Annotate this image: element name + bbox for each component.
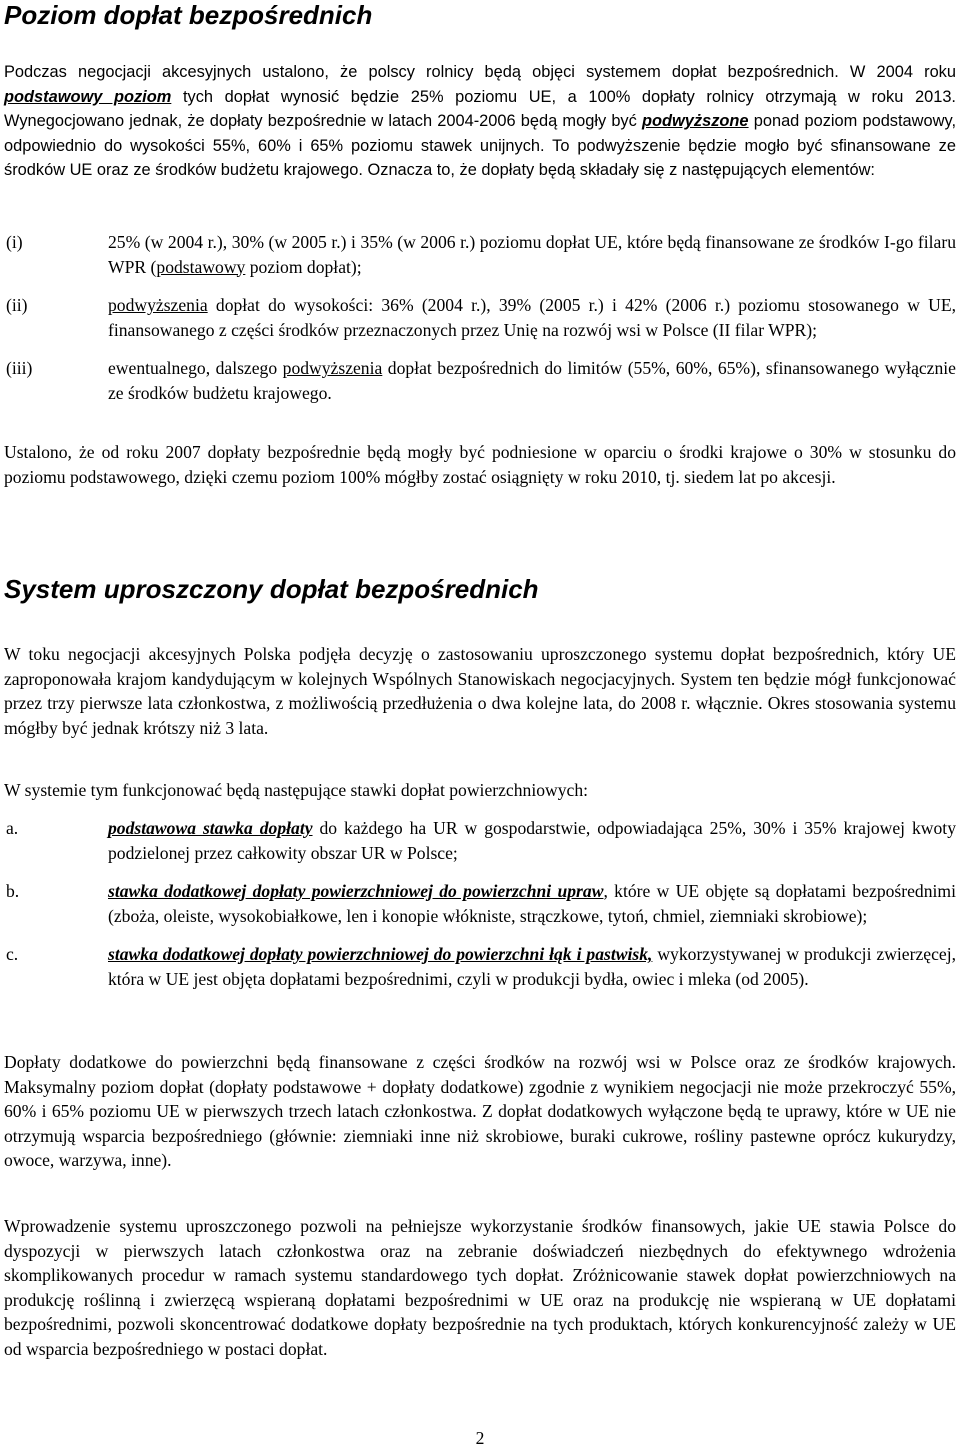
list-marker: (ii) xyxy=(6,295,28,316)
list-item xyxy=(4,293,956,342)
list-marker: b. xyxy=(6,881,20,902)
text-run: tych dopłat wynosić będzie 25% poziomu UE, a 100% dopłaty rolnicy otrzymają w roku 2013. Wynegocjowano jednak, że dopłaty bezpośrednie w latach 2004-2006 będą mogły być xyxy=(4,87,956,131)
text-run: wykorzystywanej w produkcji zwierzęcej, która w UE jest objęta dopłatami bezpośrednimi, czyli w produkcji bydła, owiec i mleka (od 2005). xyxy=(108,944,956,989)
text-run: do każdego ha UR w gospodarstwie, odpowiadająca 25%, 30% i 35% krajowej kwoty podzielonej przez całkowity obszar UR w Polsce; xyxy=(108,818,956,863)
section-title-direct-payments-level: Poziom dopłat bezpośrednich xyxy=(4,0,373,30)
emphasis-grassland-rate: stawka dodatkowej dopłaty powierzchniowej do powierzchni łąk i pastwisk, xyxy=(108,944,653,965)
list-marker: (iii) xyxy=(6,358,33,379)
list-marker: a. xyxy=(6,818,19,838)
text-run: ewentualnego, dalszego xyxy=(108,358,283,379)
paragraph-negotiations xyxy=(4,60,956,183)
list-item xyxy=(4,230,956,279)
underlined-term: podwyższenia xyxy=(282,358,383,379)
text-run: dopłat do wysokości: 36% (2004 r.), 39% (2005 r.) i 42% (2006 r.) poziomu stosowanego w UE, finansowanego z części środków przeznaczonych przez Unię na rozwój wsi w Polsce (II filar WPR); xyxy=(108,295,956,340)
emphasis-basic-rate: podstawowa stawka dopłaty xyxy=(108,818,313,838)
text-run: 25% (w 2004 r.), 30% (w 2005 r.) i 35% (w 2006 r.) poziomu dopłat UE, które będą finansowane ze środków I-go filaru WPR ( xyxy=(108,232,956,277)
underlined-term: podstawowy xyxy=(156,256,246,277)
rates-list xyxy=(4,816,956,992)
paragraph-2007-increase: Ustalono, że od roku 2007 dopłaty bezpośrednie będą mogły być podniesione w oparciu o środki krajowe o 30% w stosunku do poziomu podstawowego, dzięki czemu poziom 100% mógłby zostać osiągnięty w roku 2010, tj. siedem lat po akcesji. xyxy=(4,442,956,487)
list-item xyxy=(4,879,956,928)
text-run: Podczas negocjacji akcesyjnych ustalono, że polscy rolnicy będą objęci systemem dopłat bezpośrednich. W 2004 roku xyxy=(4,63,956,81)
text-run: poziom dopłat); xyxy=(245,256,362,277)
list-marker: (i) xyxy=(6,232,23,252)
list-item-text xyxy=(108,816,956,865)
text-run: dopłat bezpośrednich do limitów (55%, 60%, 65%), sfinansowanego wyłącznie ze środków budżetu krajowego. xyxy=(108,358,956,403)
emphasis-increased: podwyższone xyxy=(642,112,749,131)
list-item-text xyxy=(108,879,956,928)
elements-list xyxy=(4,230,956,406)
text-run: , które w UE objęte są dopłatami bezpośrednimi (zboża, oleiste, wysokobiałkowe, len i konopie włókniste, strączkowe, tytoń, chmiel, ziemniaki skrobiowe); xyxy=(108,881,956,926)
list-item-text xyxy=(108,942,956,991)
emphasis-basic-level: podstawowy poziom xyxy=(4,87,172,106)
list-item-text xyxy=(108,293,956,342)
paragraph-rates-intro: W systemie tym funkcjonować będą następujące stawki dopłat powierzchniowych: xyxy=(4,780,589,800)
text-run: ponad poziom podstawowy, odpowiednio do wysokości 55%, 60% i 65% poziomu stawek unijnych. To podwyższenie będzie mogło być sfinansowane ze środków UE oraz ze środków budżetu krajowego. Oznacza to, że dopłaty będą składały się z następujących elementów: xyxy=(4,112,956,180)
paragraph-introduction-benefits: Wprowadzenie systemu uproszczonego pozwoli na pełniejsze wykorzystanie środków finansowych, jakie UE stawia Polsce do dyspozycji w pierwszych latach członkostwa oraz na zebranie doświadczeń niezbędnych do efektywnego wdrożenia skomplikowanych procedur w ramach systemu standardowego tych dopłat. Zróżnicowanie stawek dopłat powierzchniowych na produkcję roślinną i zwierzęcą wspieraną dopłatami bezpośrednimi w UE oraz na produkcję nie wspieraną w UE dopłatami bezpośrednimi, pozwoli skoncentrować dodatkowe dopłaty bezpośrednie na tych produktach, których konkurencyjność zależy w UE od wsparcia bezpośredniego w postaci dopłat. xyxy=(4,1216,956,1359)
list-item-text xyxy=(108,230,956,279)
paragraph-additional-payments: Dopłaty dodatkowe do powierzchni będą finansowane z części środków na rozwój wsi w Polsce oraz ze środków krajowych. Maksymalny poziom dopłat (dopłaty podstawowe + dopłaty dodatkowe) zgodnie z wynikiem negocjacji nie może przekroczyć 55%, 60% i 65% poziomu UE w pierwszych trzech latach członkostwa. Z dopłat dodatkowych wyłączone będą te uprawy, które w UE nie otrzymują wsparcia bezpośredniego (głównie: ziemniaki inne niż skrobiowe, buraki cukrowe, rośliny pastewne oprócz kukurydzy, owoce, warzywa, inne). xyxy=(4,1052,956,1171)
list-marker: c. xyxy=(6,944,19,965)
section-title-simplified-system: System uproszczony dopłat bezpośrednich xyxy=(4,574,539,604)
page-number: 2 xyxy=(475,1428,485,1448)
emphasis-crop-rate: stawka dodatkowej dopłaty powierzchniowej do powierzchni upraw xyxy=(108,881,604,902)
underlined-term: podwyższenia xyxy=(108,295,208,316)
list-item xyxy=(4,356,956,405)
list-item-text xyxy=(108,356,956,405)
list-item xyxy=(4,816,956,865)
paragraph-simplified-system: W toku negocjacji akcesyjnych Polska podjęła decyzję o zastosowaniu uproszczonego systemu dopłat bezpośrednich, który UE zaproponowała krajom kandydującym w kolejnych Wspólnych Stanowiskach negocjacyjnych. System ten będzie mógł funkcjonować przez trzy pierwsze lata członkostwa, z możliwością przedłużenia o dwa kolejne lata, do 2008 r. włącznie. Okres stosowania systemu mógłby być jednak krótszy niż 3 lata. xyxy=(4,644,956,738)
list-item xyxy=(4,942,956,991)
